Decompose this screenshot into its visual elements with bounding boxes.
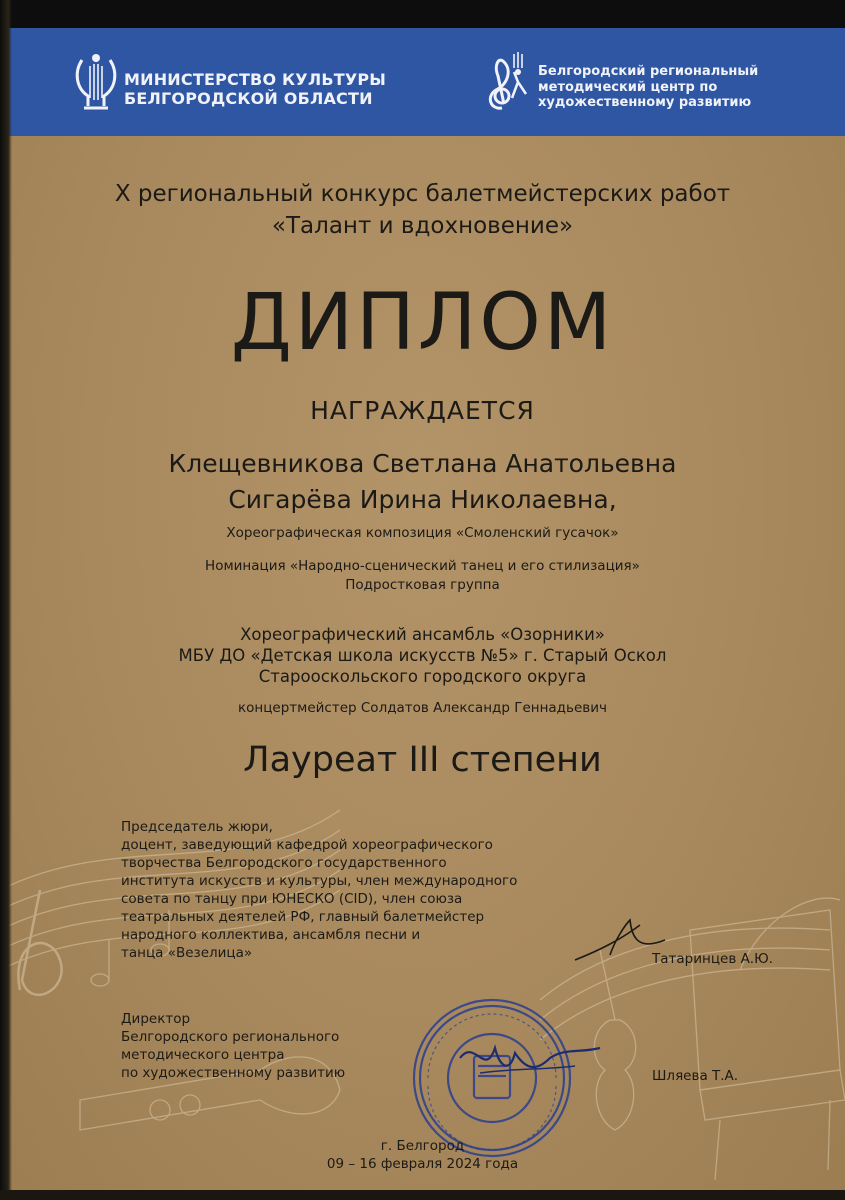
accompanist: концертмейстер Солдатов Александр Геннадьевич	[238, 700, 607, 716]
age-group: Подростковая группа	[345, 577, 500, 593]
ensemble-district: Старооскольского городского округа	[258, 667, 587, 686]
ministry-line1: МИНИСТЕРСТВО КУЛЬТУРЫ	[124, 70, 387, 89]
composition: Хореографическая композиция «Смоленский гусачок»	[226, 525, 619, 541]
bottom-dark-edge	[0, 1190, 845, 1200]
ministry-line2: БЕЛГОРОДСКОЙ ОБЛАСТИ	[124, 89, 373, 108]
awarded-label: НАГРАЖДАЕТСЯ	[310, 396, 535, 425]
nomination: Номинация «Народно-сценический танец и его стилизация»	[205, 558, 640, 574]
recipients	[0, 446, 845, 518]
center-line2: методический центр по	[538, 79, 718, 95]
left-dark-edge	[0, 0, 12, 1200]
top-dark-edge	[0, 0, 845, 28]
methodical-center-logo-text	[538, 64, 758, 111]
footer-dates: 09 – 16 февраля 2024 года	[326, 1156, 519, 1172]
recipient-2: Сигарёва Ирина Николаевна,	[228, 485, 617, 514]
footer-city: г. Белгород	[380, 1138, 465, 1154]
ensemble-name: Хореографический ансамбль «Озорники»	[240, 625, 605, 644]
footer-place-date	[0, 1137, 845, 1173]
ensemble-block	[0, 624, 845, 687]
diploma-heading: ДИПЛОМ	[230, 278, 615, 368]
jury-signer-name: Татаринцев А.Ю.	[652, 951, 773, 967]
center-line3: художественному развитию	[538, 95, 752, 110]
contest-line2: «Талант и вдохновение»	[271, 213, 574, 239]
center-line1: Белгородский региональный	[538, 64, 759, 79]
contest-title	[0, 178, 845, 242]
director-description: Директор Белгородского регионального методического центра по художественному развитию	[121, 1011, 346, 1081]
result-title: Лауреат III степени	[243, 740, 602, 780]
contest-line1: X региональный конкурс балетмейстерских работ	[114, 181, 731, 207]
director-signer-name: Шляева Т.А.	[652, 1068, 739, 1084]
lyre-icon	[72, 52, 120, 112]
ministry-logo-text	[124, 70, 386, 108]
jury-chair-description: Председатель жюри, доцент, заведующий кафедрой хореографического творчества Белгородского государственного института искусств и культуры, член международного совета по танцу при ЮНЕСКО (CID), член союза театральных деятелей РФ, главный балетмейстер народного коллектива, ансамбля песни и танца «Везелица»	[121, 819, 518, 961]
director-signature	[455, 1028, 605, 1088]
ensemble-school: МБУ ДО «Детская школа искусств №5» г. Старый Оскол	[178, 646, 667, 665]
recipient-1: Клещевникова Светлана Анатольевна	[168, 449, 677, 478]
treble-clef-ballerina-icon	[480, 48, 532, 114]
